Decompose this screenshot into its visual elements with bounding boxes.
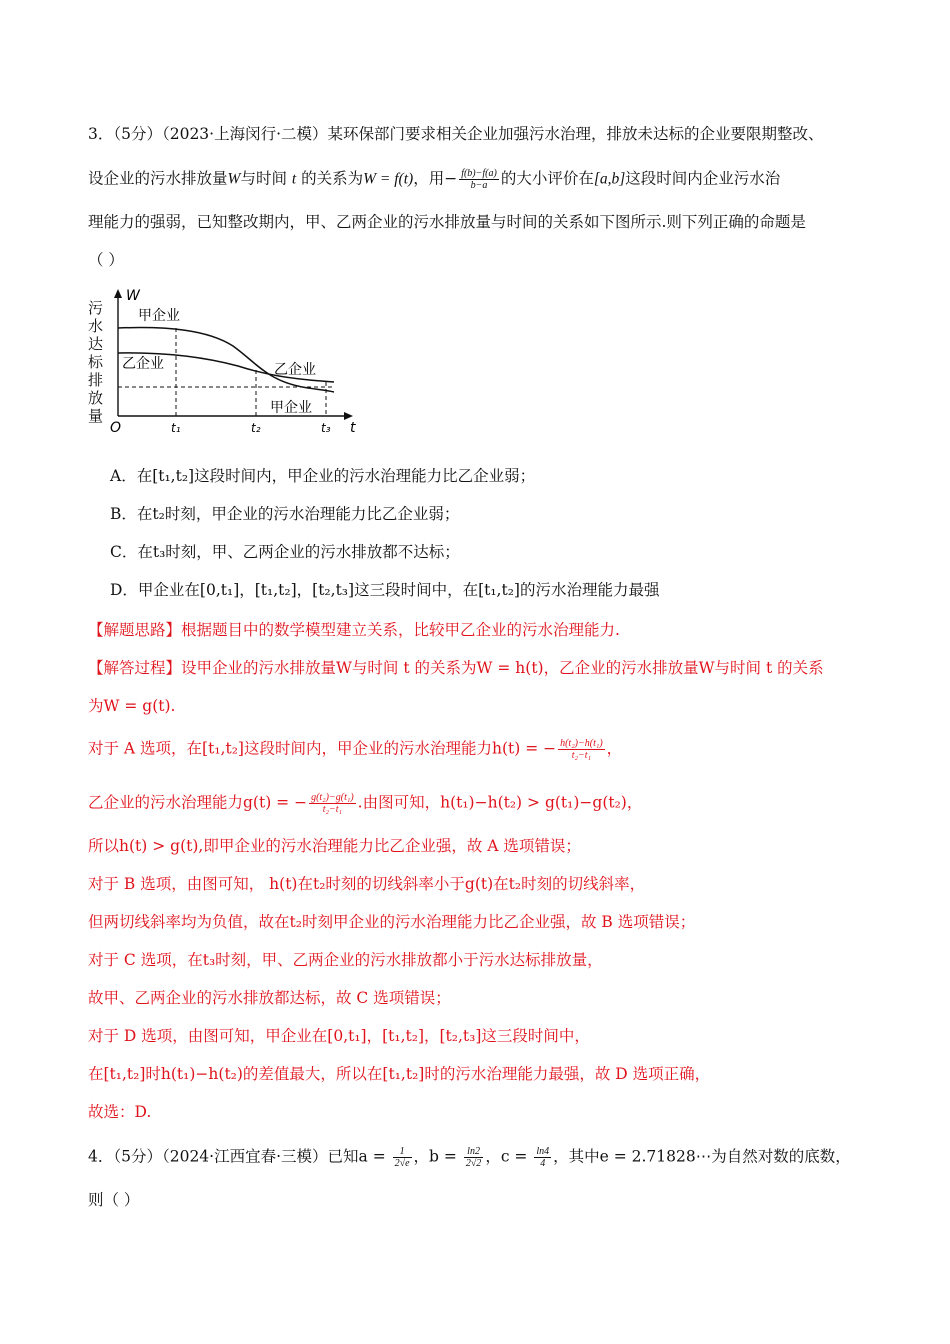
- solution-line-b2: 但两切线斜率均为负值，故在t₂时刻甲企业的污水治理能力比乙企业强，故 B 选项错误；: [88, 913, 696, 931]
- axis-t-label: t: [350, 420, 356, 436]
- solution-idea: 【解题思路】根据题目中的数学模型建立关系，比较甲乙企业的污水治理能力.: [88, 621, 620, 639]
- q4-text: ，其中e = 2.71828⋯为自然对数的底数，: [553, 1147, 851, 1166]
- var-w: W: [227, 170, 241, 188]
- fraction-denominator: 4: [540, 1158, 546, 1169]
- solution-line-a2: [88, 792, 642, 815]
- fraction-denominator: b−a: [470, 180, 488, 191]
- fraction-denominator: 2√2: [465, 1158, 482, 1169]
- option-b: B．在t₂时刻，甲企业的污水治理能力比乙企业弱；: [110, 505, 460, 523]
- q3-text: ，用−: [413, 169, 458, 188]
- solution-line-a1: [88, 738, 622, 761]
- q4-stem-line1: [88, 1146, 851, 1169]
- fraction: [534, 1146, 551, 1169]
- tick-t2: t₂: [251, 421, 261, 435]
- solution-line-b1: 对于 B 选项，由图可知， h(t)在t₂时刻的切线斜率小于g(t)在t₂时刻的切线斜率，: [88, 875, 646, 893]
- fraction-denominator: t₂−t₁: [322, 804, 342, 815]
- tick-t1: t₁: [171, 421, 181, 435]
- solution-process-line1: 【解答过程】设甲企业的污水排放量W与时间 t 的关系为W = h(t)，乙企业的污水排放量W与时间 t 的关系: [88, 659, 824, 677]
- label-jia-top: 甲企业: [138, 308, 180, 324]
- fraction: [558, 738, 605, 761]
- formula-w-ft: W = f(t): [363, 170, 414, 188]
- y-axis-arrow: [114, 289, 122, 298]
- fraction-numerator: 1: [393, 1146, 412, 1158]
- tick-t3: t₃: [321, 421, 331, 435]
- q3-text: 的大小评价在: [500, 169, 594, 188]
- fraction: [309, 792, 356, 815]
- solution-text: 乙企业的污水治理能力g(t) = −: [88, 793, 308, 812]
- ylabel-char: 排: [88, 371, 104, 389]
- fraction: [464, 1146, 484, 1169]
- solution-line-c2: 故甲、乙两企业的污水排放都达标，故 C 选项错误；: [88, 989, 451, 1007]
- q4-text: ，c =: [485, 1147, 533, 1166]
- fraction: [393, 1146, 412, 1169]
- q4-stem-line2: 则（ ）: [88, 1191, 140, 1209]
- solution-answer: 故选：D.: [88, 1103, 152, 1121]
- ylabel-char: 量: [88, 407, 104, 425]
- label-yi-left: 乙企业: [122, 356, 164, 372]
- fraction-denominator: t₂−t₁: [571, 750, 592, 761]
- q3-stem-line4: （ ）: [88, 251, 124, 269]
- ylabel-char: 水: [88, 317, 104, 335]
- q4-text: ，b =: [413, 1147, 462, 1166]
- ylabel-char: 标: [88, 353, 104, 371]
- ylabel-char: 达: [88, 335, 104, 353]
- q4-text: 4．（5分）（2024·江西宜春·三模）已知a =: [88, 1147, 391, 1166]
- solution-line-a3: 所以h(t) > g(t),即甲企业的污水治理能力比乙企业强，故 A 选项错误；: [88, 837, 581, 855]
- fraction-numerator: h(t₂)−h(t₁): [560, 738, 603, 749]
- q3-text: 设企业的污水排放量: [88, 169, 228, 188]
- fraction-numerator: g(t₂)−g(t₁): [311, 792, 354, 803]
- fraction: [459, 168, 499, 191]
- q3-text: 与时间: [240, 169, 292, 188]
- label-yi-right: 乙企业: [274, 362, 316, 378]
- x-axis-arrow: [344, 412, 353, 420]
- solution-text: 对于 A 选项，在[t₁,t₂]这段时间内，甲企业的污水治理能力h(t) = −: [88, 739, 557, 758]
- var-t: t: [291, 170, 297, 188]
- option-a: A．在[t₁,t₂]这段时间内，甲企业的污水治理能力比乙企业弱；: [110, 467, 536, 485]
- q3-figure: [88, 286, 358, 436]
- solution-line-c1: 对于 C 选项，在t₃时刻，甲、乙两企业的污水排放都小于污水达标排放量，: [88, 951, 603, 969]
- axis-w-label: W: [126, 288, 140, 304]
- solution-text: ，: [606, 739, 623, 758]
- fraction-numerator: f(b)−f(a): [461, 168, 497, 179]
- option-c: C．在t₃时刻，甲、乙两企业的污水排放都不达标；: [110, 543, 460, 561]
- label-jia-right: 甲企业: [270, 400, 312, 416]
- option-d: D．甲企业在[0,t₁]，[t₁,t₂]，[t₂,t₃]这三段时间中，在[t₁,t₂]的污水治理能力最强: [110, 581, 660, 599]
- origin-label: O: [110, 420, 122, 436]
- solution-line-d2: 在[t₁,t₂]时h(t₁)−h(t₂)的差值最大，所以在[t₁,t₂]时的污水治理能力最强，故 D 选项正确，: [88, 1065, 711, 1083]
- ylabel-char: 污: [88, 299, 104, 317]
- q3-text: 的关系为: [296, 169, 364, 188]
- q3-stem-line1: 3．（5分）（2023·上海闵行·二模）某环保部门要求相关企业加强污水治理，排放未达标的企业要限期整改、: [88, 125, 824, 143]
- solution-process-line2: 为W = g(t).: [88, 697, 176, 715]
- q3-text: 这段时间内企业污水治: [625, 169, 781, 188]
- solution-line-d1: 对于 D 选项，由图可知，甲企业在[0,t₁]，[t₁,t₂]，[t₂,t₃]这三段时间中，: [88, 1027, 590, 1045]
- fraction-numerator: ln2: [464, 1146, 484, 1158]
- solution-text: .由图可知，h(t₁)−h(t₂) > g(t₁)−g(t₂)，: [357, 793, 643, 812]
- q3-stem-line2: [88, 168, 780, 191]
- q3-figure-svg: [88, 286, 358, 436]
- interval-ab: [a,b]: [593, 170, 626, 188]
- ylabel-char: 放: [88, 389, 104, 407]
- q3-stem-line3: 理能力的强弱，已知整改期内，甲、乙两企业的污水排放量与时间的关系如下图所示.则下列正确的命题是: [88, 213, 806, 231]
- fraction-denominator: 2√e: [394, 1158, 410, 1169]
- fraction-numerator: ln4: [536, 1146, 550, 1157]
